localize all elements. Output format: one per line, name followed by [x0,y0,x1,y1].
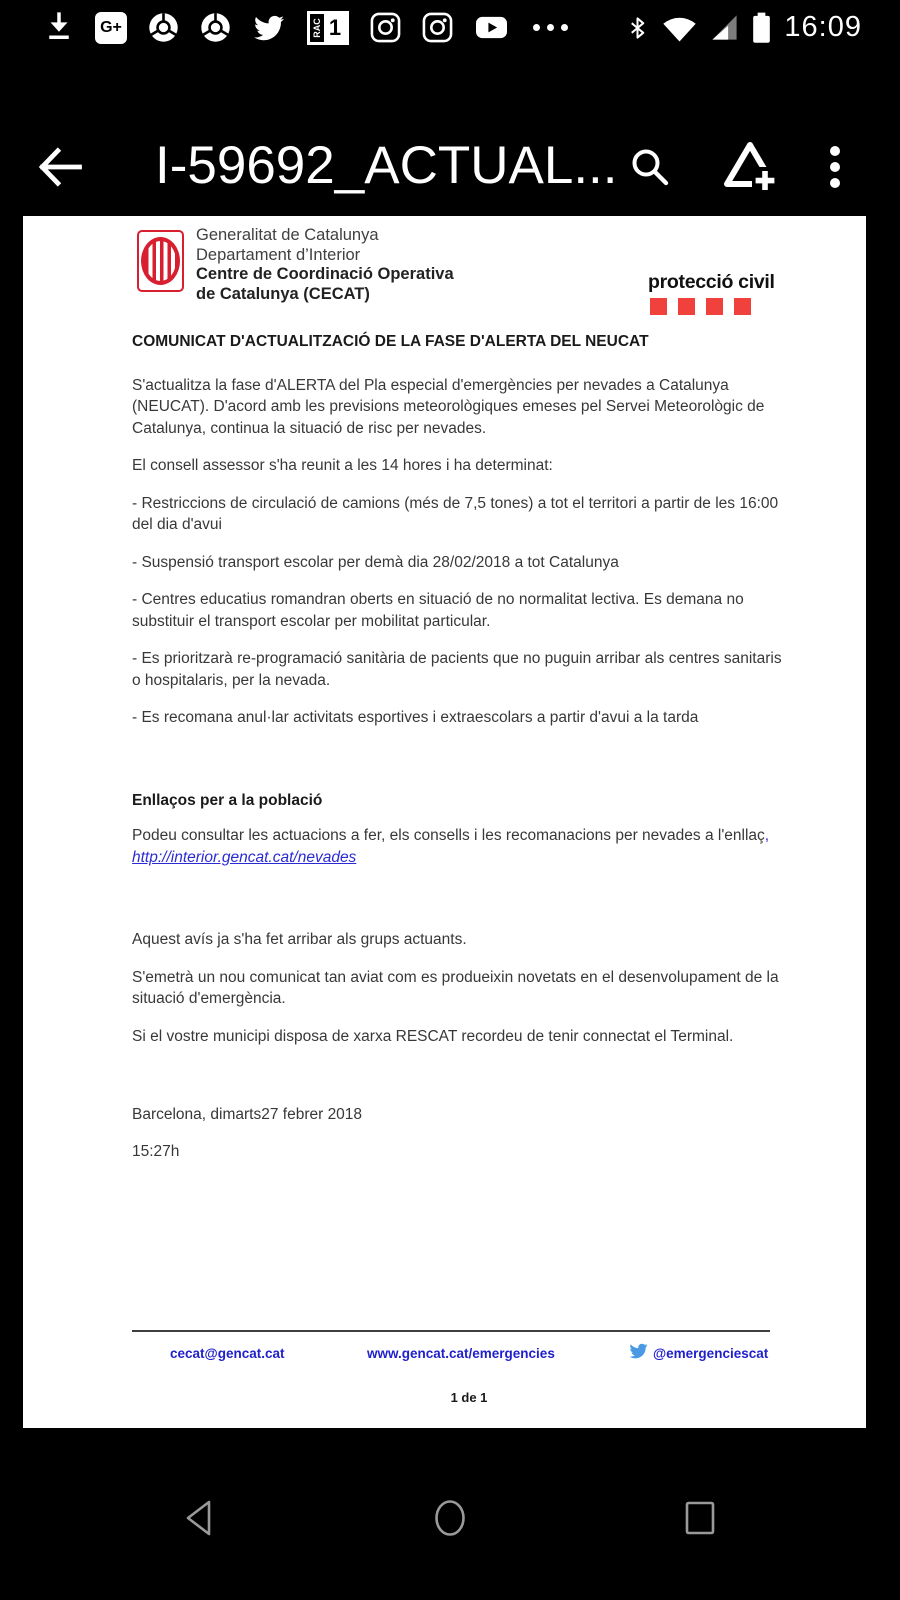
back-button[interactable] [34,141,86,193]
battery-icon [751,12,772,44]
status-clock: 16:09 [784,11,862,43]
bluetooth-icon [626,12,649,44]
org-line: de Catalunya (CECAT) [196,284,370,303]
comunicat-title: COMUNICAT D'ACTUALITZACIÓ DE LA FASE D'ALERTA DEL NEUCAT [132,333,649,350]
system-status-icons [626,0,862,55]
pdf-page [23,216,866,1428]
twitter-bird-icon [628,1342,649,1360]
footer-website-link[interactable]: www.gencat.cat/emergencies [367,1346,555,1361]
org-line: Centre de Coordinació Operativa [196,265,454,283]
document-body [132,331,790,1162]
generalitat-shield-logo [137,230,184,292]
org-line: Generalitat de Catalunya [196,226,379,244]
paragraph: Si el vostre municipi disposa de xarxa RESCAT recordeu de tenir connectat el Terminal. [132,1027,734,1045]
footer-email-link[interactable]: cecat@gencat.cat [170,1346,285,1361]
proteccio-civil-logo [648,271,808,315]
list-item: - Suspensió transport escolar per demà dia 28/02/2018 a tot Catalunya [132,553,619,571]
page-indicator: 1 de 1 [450,1390,488,1405]
instagram-icon [370,12,401,43]
search-button[interactable] [626,143,674,191]
proteccio-civil-label: protecció civil [648,271,775,293]
nav-back-button[interactable] [180,1496,224,1540]
list-item: - Es prioritzarà re-programació sanitària de pacients que no puguin arribar als centres sanitaris o hospitalaris, per la nevada. [132,650,782,689]
app-toolbar [0,55,900,195]
add-to-drive-button[interactable] [722,141,778,193]
paragraph: S'emetrà un nou comunicat tan aviat com es produeixin novetats en el desenvolupament de la situació d'emergència. [132,968,779,1007]
list-item: - Es recomana anul·lar activitats esportives i extraescolars a partir d'avui a la tarda [132,709,699,726]
document-title: I-59692_ACTUAL... [155,136,618,195]
youtube-icon [474,12,509,43]
link-trailing-mark: , [764,827,770,844]
list-item: - Restriccions de circulació de camions (més de 7,5 tones) a tot el territori a partir de les 16:00 del dia d'avui [132,494,779,533]
list-item: - Centres educatius romandran oberts en situació de no normalitat lectiva. Es demana no substituir el transport escolar per mobilitat particular. [132,591,744,630]
cell-signal-icon [710,13,739,42]
links-heading: Enllaços per a la població [132,791,323,809]
google-plus-icon: G+ [95,12,127,44]
proteccio-civil-squares [650,298,808,315]
paragraph: S'actualitza la fase d'ALERTA del Pla especial d'emergències per nevades a Catalunya (NEUCAT). D'acord amb les previsions meteorològiques emeses pel Servei Meteorològic de Catalunya, continua la situació de risc per nevades. [132,376,765,437]
links-intro: Podeu consultar les actuacions a fer, els consells i les recomanacions per nevades a l'enllaç, http://interior.gencat.cat/nevades [132,825,790,868]
nav-home-button[interactable] [428,1496,472,1540]
org-header [196,226,454,304]
org-line: Departament d’Interior [196,245,361,264]
nevades-link[interactable]: http://interior.gencat.cat/nevades [132,848,357,866]
footer-twitter-link[interactable]: @emergenciescat [653,1346,769,1361]
paragraph: El consell assessor s'ha reunit a les 14 hores i ha determinat: [132,457,553,474]
date-line: Barcelona, dimarts27 febrer 2018 [132,1106,363,1123]
twitter-icon [252,13,286,43]
chrome-icon [200,12,231,43]
instagram-icon [422,12,453,43]
wifi-icon [661,13,698,43]
status-bar [0,0,900,55]
more-notifications-icon [533,0,568,55]
notification-icons [44,0,509,55]
footer-divider [132,1330,770,1332]
chrome-icon [148,12,179,43]
time-line: 15:27h [132,1142,180,1160]
nav-recents-button[interactable] [678,1496,722,1540]
rac1-icon: RAC 1 [307,11,349,45]
overflow-menu-button[interactable] [828,141,842,193]
paragraph: Aquest avís ja s'ha fet arribar als grups actuants. [132,931,467,948]
download-icon [44,11,74,45]
